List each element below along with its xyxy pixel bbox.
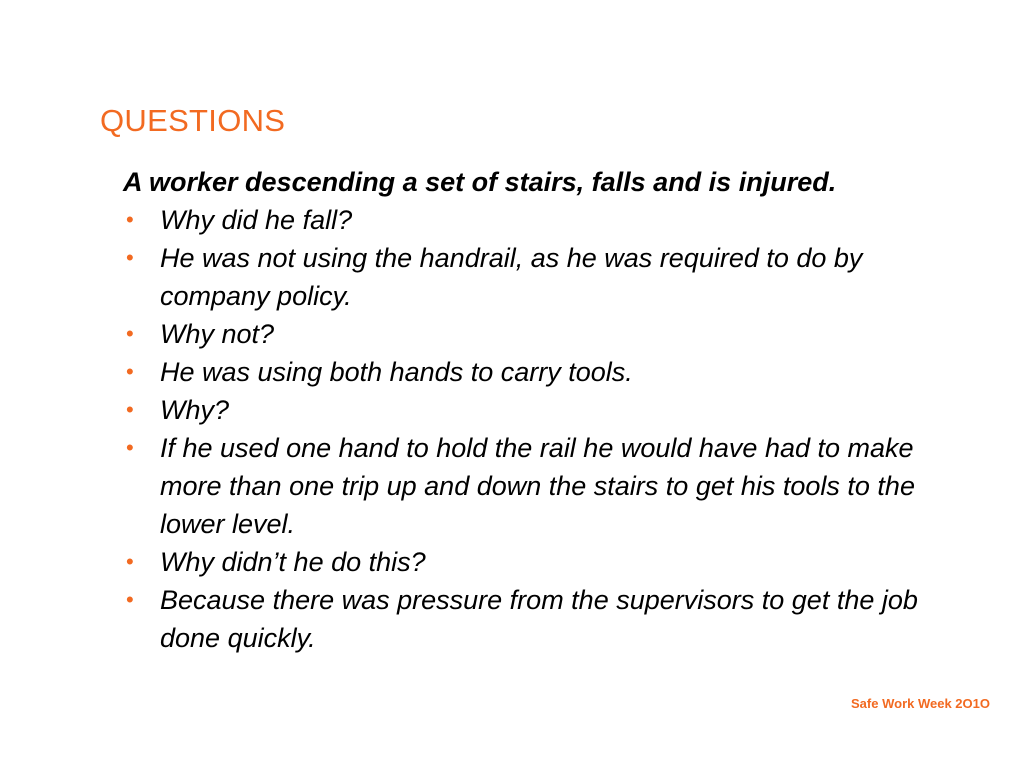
footer-label: Safe Work Week 2O1O xyxy=(851,696,990,711)
intro-text: A worker descending a set of stairs, falls and is injured. xyxy=(123,167,837,197)
bullet-text: Why did he fall? xyxy=(160,205,353,235)
bullet-text: He was using both hands to carry tools. xyxy=(160,357,633,387)
bullet-text: Because there was pressure from the supervisors to get the job done quickly. xyxy=(160,585,918,653)
bullet-dot-icon: • xyxy=(126,549,134,574)
bullet-item xyxy=(123,543,923,581)
bullet-text: Why not? xyxy=(160,319,275,349)
bullet-dot-icon: • xyxy=(126,321,134,346)
slide-title: QUESTIONS xyxy=(100,103,286,138)
bullet-text: Why? xyxy=(160,395,230,425)
bullet-item xyxy=(123,239,923,315)
bullet-dot-icon: • xyxy=(126,359,134,384)
bullet-item xyxy=(123,201,923,239)
bullet-item xyxy=(123,581,923,657)
bullet-item xyxy=(123,391,923,429)
bullet-item xyxy=(123,429,923,543)
bullet-list xyxy=(123,201,923,657)
bullet-dot-icon: • xyxy=(126,207,134,232)
bullet-dot-icon: • xyxy=(126,397,134,422)
bullet-dot-icon: • xyxy=(126,435,134,460)
bullet-text: Why didn’t he do this? xyxy=(160,547,426,577)
bullet-item xyxy=(123,353,923,391)
bullet-text: If he used one hand to hold the rail he would have had to make more than one trip up and down the stairs to get his tools to the lower level. xyxy=(160,433,915,539)
slide-body xyxy=(123,163,923,657)
bullet-dot-icon: • xyxy=(126,245,134,270)
bullet-item xyxy=(123,315,923,353)
bullet-dot-icon: • xyxy=(126,587,134,612)
bullet-text: He was not using the handrail, as he was required to do by company policy. xyxy=(160,243,863,311)
